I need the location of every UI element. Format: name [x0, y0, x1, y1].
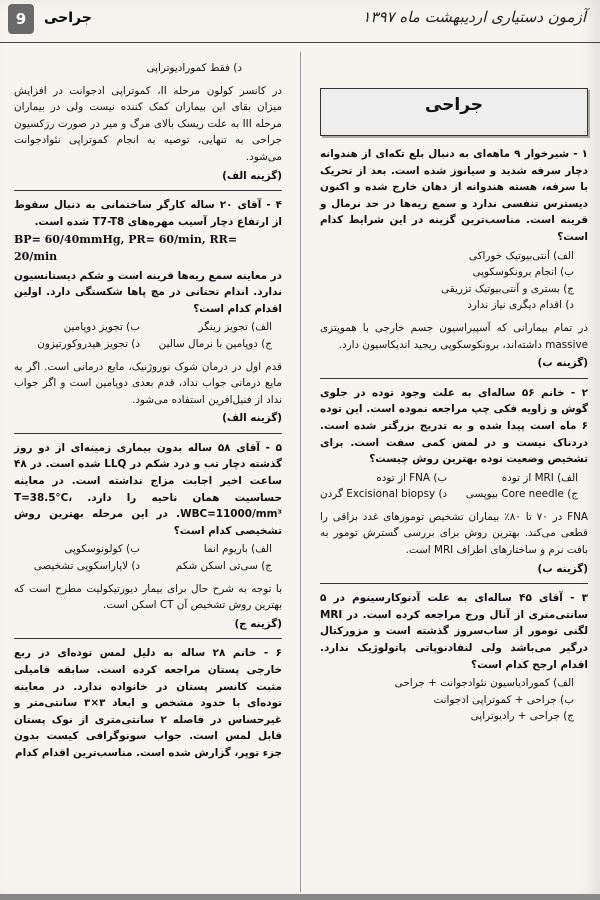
question-separator [14, 190, 282, 191]
question-2-option-c: ج) Core needle بیوپسی [465, 488, 578, 501]
question-4-option-c: ج) دوپامین با نرمال سالین [158, 337, 272, 350]
question-separator [320, 378, 588, 379]
question-2-options [320, 470, 588, 503]
question-3-option-d: د) فقط کمورادیوتراپی [146, 62, 242, 74]
question-separator [14, 638, 282, 639]
question-4-text: ۴ - آقای ۲۰ ساله کارگر ساختمانی به دنبال سقوط از ارتفاع دچار آسیب مهره‌های T7-T8 شده است. [14, 199, 282, 228]
question-5-option-b: ب) کولونوسکوپی [64, 543, 140, 556]
question-4-explanation: قدم اول در درمان شوک نوروژنیک، مایع درمانی است. اگر به مایع درمانی جواب نداد، قدم بعدی دوپامین است و اگر جواب نداد از فنیل‌افرین استفاده می‌شود. [14, 360, 282, 406]
section-title: جراحی [424, 95, 484, 115]
question-6-text: ۶ - خانم ۲۸ ساله به دلیل لمس توده‌ای در ربع خارجی پستان مراجعه کرده است. سابقه فامیلی مثبت کانسر پستان در خانواده ندارد. در معاینه توده‌ای با حدود مشخص و ابعاد ۳×۳ سانتی‌متر و غیرحساس در فاصله ۲ سانتی‌متری از نوک پستان قابل لمس است. جواب سونوگرافی کیست بدون جزء توپر، گزارش شده است. مناسب‌ترین اقدام کدام [14, 647, 283, 759]
question-1-option-a: الف) آنتی‌بیوتیک خوراکی [468, 249, 574, 262]
page-bottom-edge [0, 894, 600, 900]
question-5-option-d: د) لاپاراسکوپی تشخیصی [33, 560, 140, 573]
header-chapter: جراحی [44, 10, 92, 26]
question-5-options [14, 541, 282, 574]
question-3-text: ۳ - آقای ۴۵ ساله‌ای به علت آدنوکارسینوم در ۵ سانتی‌متری از آنال ورج مراجعه کرده است. در MRI لگنی تومور از ساب‌سروز گذشته است و مزورکتال درگیر می‌باشد ولی لنفادنوپاتی پاتولوژیک ندارد. اقدام ارجح کدام است؟ [320, 592, 588, 671]
question-2-explanation: FNA در ۷۰ تا ۸۰٪ بیماران تشخیص تومورهای غدد بزاقی را قطعی می‌کند. بهترین روش برای بررسی گسترش تومور به بافت نرم و ساختارهای اطراف MRI است. [320, 510, 588, 557]
page-number: 9 [8, 4, 34, 34]
question-2-option-d: د) Excisional biopsy گردن [320, 488, 448, 501]
question-1-text: ۱ - شیرخوار ۹ ماهه‌ای به دنبال بلع تکه‌ای از هندوانه دچار سرفه شدید و سیانوز شده است. بعد از تحریک با سرفه، هسته هندوانه از دهان خارج شده و اکنون دیسترس تنفسی ندارد و سمع ریه‌ها در حد نرمال و قرینه است. مناسب‌ترین گزینه در این شرایط کدام است؟ [320, 148, 588, 243]
question-4-text-continued: در معاینه سمع ریه‌ها قرینه است و شکم دیستانسیون ندارد. اندام تحتانی در مچ پاها شکستگی دارد. اولین اقدام کدام است؟ [14, 269, 282, 315]
question-5-option-c: ج) سی‌تی اسکن شکم [175, 560, 272, 573]
page-header [0, 0, 600, 43]
question-separator [14, 433, 282, 434]
question-4-vitals: BP= 60/40mmHg, PR= 60/min, RR= 20/min [14, 233, 238, 263]
question-2-option-b: ب) FNA از توده [376, 471, 448, 484]
question-3-option-a: الف) کمورادیاسیون نئوادجوانت + جراحی [394, 677, 574, 690]
header-title: آزمون دستیاری اردیبهشت ماه ۱۳۹۷ [362, 8, 586, 26]
question-2-answer: (گزینه ب) [537, 562, 588, 575]
question-3-option-b: ب) جراحی + کموتراپی ادجوانت [433, 693, 574, 706]
question-1-answer: (گزینه ب) [537, 357, 588, 370]
left-column [14, 60, 282, 764]
right-column [320, 88, 588, 725]
question-4-answer: (گزینه الف) [222, 412, 282, 425]
question-separator [320, 583, 588, 584]
question-2-text: ۲ - خانم ۵۶ ساله‌ای به علت وجود توده در جلوی گوش و زاویه فکی چپ مراجعه نموده است. این توده ۶ ماه است پیدا شده و به تدریج بزرگتر شده است. دردناک نیست و در لمس کمی سفت است. برای تشخیص وضعیت توده بهترین روش چیست؟ [320, 386, 588, 466]
column-divider [300, 52, 301, 892]
question-2-option-a: الف) MRI از توده [501, 471, 578, 484]
question-5-option-a: الف) باریوم انما [203, 543, 272, 556]
question-4-option-a: الف) تجویز رینگر [198, 321, 272, 334]
section-banner [320, 88, 588, 136]
question-1-option-d: د) اقدام دیگری نیاز ندارد [467, 299, 574, 312]
question-3-answer: (گزینه الف) [222, 169, 282, 182]
question-4-options [14, 319, 282, 352]
question-5-answer: (گزینه ج) [234, 617, 282, 630]
question-5-explanation: با توجه به شرح حال برای بیمار دیورتیکولیت مطرح است که بهترین روش تشخیص آن CT اسکن است. [14, 582, 282, 612]
question-1-option-c: ج) بستری و آنتی‌بیوتیک تزریقی [441, 282, 574, 295]
question-1-explanation: در تمام بیمارانی که آسپیراسیون جسم خارجی با هموپتزی massive داشته‌اند، برونکوسکوپی ریجید اندیکاسیون دارد. [320, 321, 588, 351]
question-3-explanation: در کانسر کولون مرحله II، کموتراپی ادجوانت در افزایش میزان بقای این بیماران کمک کننده نیست ولی در بیماران مرحله III به علت ریسک بالای مرگ و میر در صورت رزکسیون جراحی به تنهایی، توصیه به انجام کموتراپی نئوادجوانت می‌شود. [14, 84, 282, 163]
question-3-option-c: ج) جراحی + رادیوتراپی [470, 710, 574, 723]
question-5-text: ۵ - آقای ۵۸ ساله بدون بیماری زمینه‌ای از دو روز گذشته دچار تب و درد شکم در LLQ شده است. در ۴۸ ساعت اخیر اجابت مزاج نداشته است. در معاینه حساسیت همان ناحیه را دارد. T=38.5°C، WBC=11000/mm³. در این مرحله بهترین روش تشخیصی کدام است؟ [14, 441, 283, 537]
question-1-option-b: ب) انجام برونکوسکوپی [472, 266, 574, 279]
question-4-option-b: ب) تجویز دوپامین [63, 321, 140, 334]
question-4-option-d: د) تجویز هیدروکورتیزون [37, 337, 140, 350]
